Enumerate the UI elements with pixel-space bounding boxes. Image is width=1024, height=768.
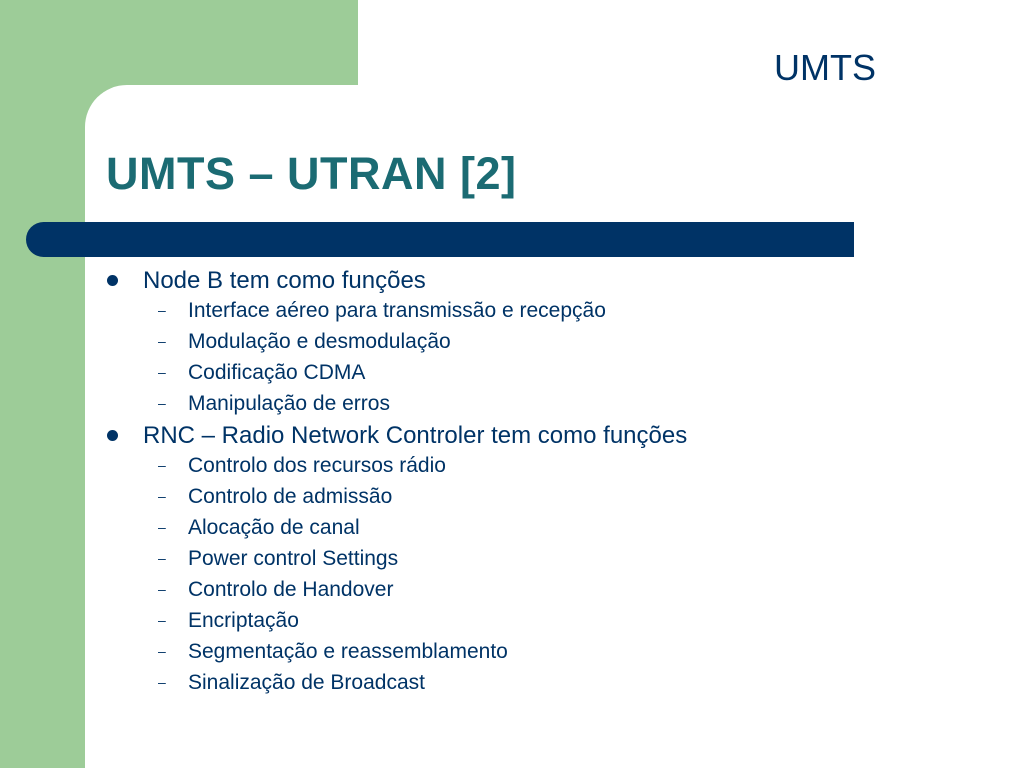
bullet-list — [106, 264, 1006, 698]
sub-bullet-item — [106, 450, 1006, 481]
header-tag: UMTS — [774, 47, 876, 88]
dash-marker: – — [158, 612, 166, 628]
sub-bullet-text: Controlo de admissão — [188, 485, 393, 508]
sub-bullet-text: Power control Settings — [188, 547, 399, 570]
dash-marker: – — [158, 581, 166, 597]
dash-marker: – — [158, 488, 166, 504]
sub-bullet-item — [106, 512, 1006, 543]
sub-bullet-item — [106, 667, 1006, 698]
sub-bullet-text: Manipulação de erros — [188, 392, 390, 415]
sub-bullet-item — [106, 543, 1006, 574]
sub-bullet-text: Interface aéreo para transmissão e recepção — [188, 299, 606, 322]
sub-bullet-text: Segmentação e reassemblamento — [188, 640, 508, 663]
sub-bullet-item — [106, 326, 1006, 357]
sub-bullet-item — [106, 295, 1006, 326]
dash-marker: – — [158, 333, 166, 349]
slide-title: UMTS – UTRAN [2] — [106, 148, 517, 199]
sub-bullet-item — [106, 388, 1006, 419]
sub-bullet-item — [106, 574, 1006, 605]
bullet-dot-icon — [107, 275, 118, 286]
bullet-dot-icon — [107, 430, 118, 441]
sub-bullet-text: Sinalização de Broadcast — [188, 671, 425, 694]
dash-marker: – — [158, 519, 166, 535]
sub-bullet-text: Codificação CDMA — [188, 361, 366, 384]
sub-bullet-item — [106, 481, 1006, 512]
dash-marker: – — [158, 457, 166, 473]
dash-marker: – — [158, 395, 166, 411]
bullet-text: Node B tem como funções — [143, 267, 426, 294]
bullet-item — [106, 264, 1006, 295]
dash-marker: – — [158, 550, 166, 566]
sub-bullet-item — [106, 605, 1006, 636]
dash-marker: – — [158, 643, 166, 659]
dash-marker: – — [158, 364, 166, 380]
sub-bullet-text: Encriptação — [188, 609, 299, 632]
title-underline-bar — [26, 222, 854, 257]
sub-bullet-item — [106, 357, 1006, 388]
bullet-text: RNC – Radio Network Controler tem como funções — [143, 422, 688, 449]
sub-bullet-text: Controlo de Handover — [188, 578, 394, 601]
sub-bullet-item — [106, 636, 1006, 667]
sub-bullet-text: Controlo dos recursos rádio — [188, 454, 446, 477]
dash-marker: – — [158, 674, 166, 690]
sub-bullet-text: Modulação e desmodulação — [188, 330, 451, 353]
bullet-item — [106, 419, 1006, 450]
dash-marker: – — [158, 302, 166, 318]
sub-bullet-text: Alocação de canal — [188, 516, 360, 539]
